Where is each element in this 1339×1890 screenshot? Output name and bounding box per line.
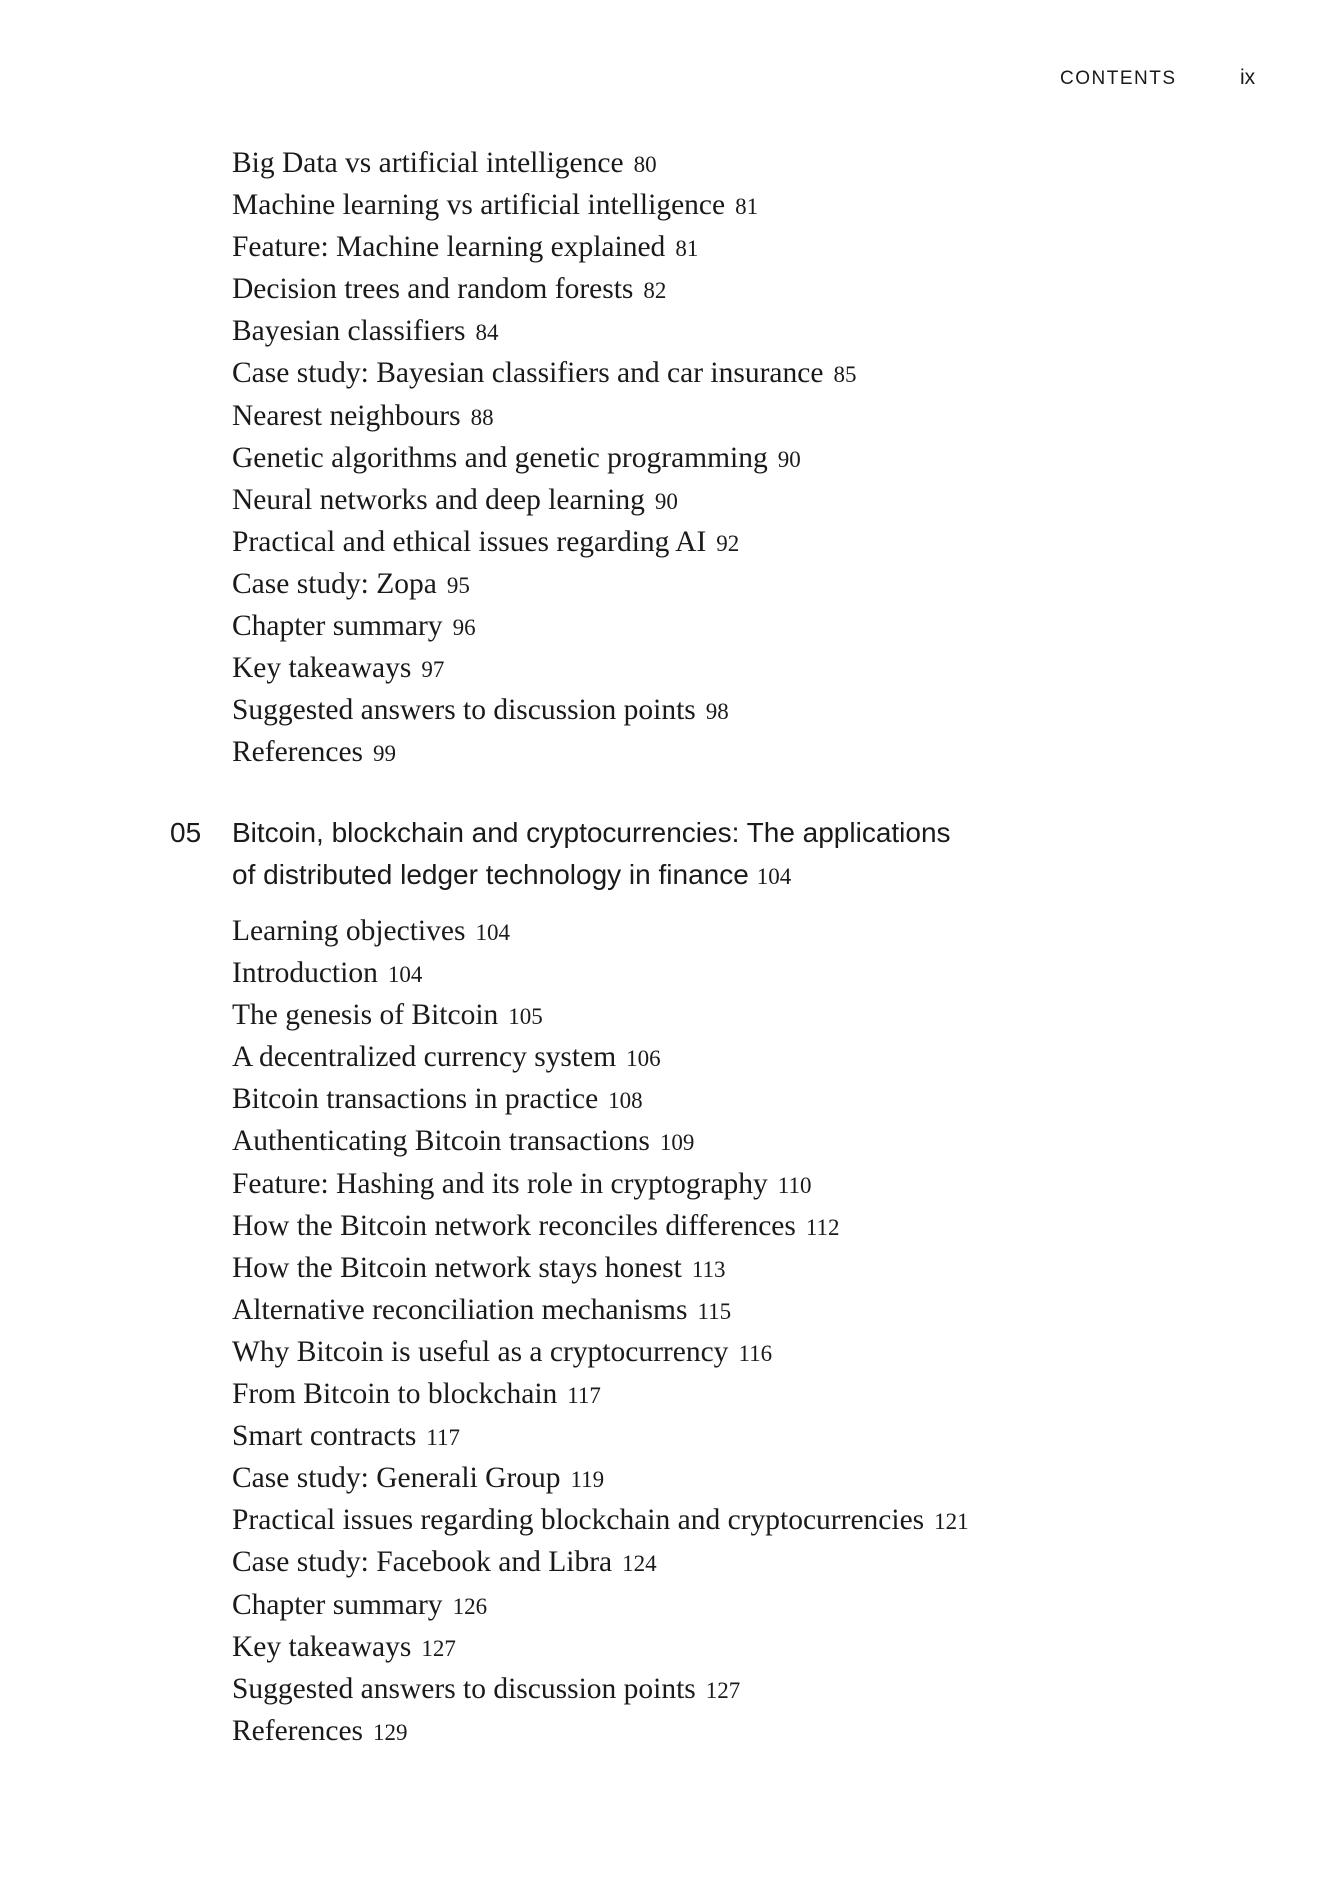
- toc-entry-title: Case study: Facebook and Libra: [232, 1546, 613, 1579]
- toc-entry-page: 82: [643, 278, 667, 304]
- toc-entry[interactable]: [232, 1036, 969, 1078]
- toc-entry[interactable]: [232, 1626, 969, 1668]
- toc-entry-title: References: [232, 1714, 364, 1747]
- toc-entry[interactable]: [232, 1541, 969, 1583]
- toc-entry-title: Neural networks and deep learning: [232, 483, 645, 516]
- toc-entry-title: How the Bitcoin network stays honest: [232, 1251, 682, 1284]
- toc-entry-title: Learning objectives: [232, 915, 466, 947]
- toc-entry-title: Case study: Bayesian classifiers and car insurance: [232, 357, 824, 390]
- toc-entry-title: Feature: Hashing and its role in cryptography: [232, 1167, 768, 1200]
- toc-entry[interactable]: [232, 1331, 969, 1373]
- toc-entry[interactable]: [232, 1373, 969, 1415]
- toc-entry-page: 112: [805, 1214, 840, 1240]
- toc-entry-page: 85: [833, 362, 857, 388]
- toc-entry-title: Practical and ethical issues regarding AI: [232, 525, 707, 558]
- toc-entry-page: 116: [738, 1340, 773, 1366]
- toc-entry-title: Machine learning vs artificial intelligence: [232, 189, 726, 222]
- toc-entry-page: 98: [705, 699, 729, 725]
- toc-entry[interactable]: [232, 1584, 969, 1626]
- toc-entry-page: 104: [475, 920, 510, 945]
- toc-entry-page: 88: [470, 404, 494, 430]
- toc-entry-page: 80: [633, 152, 657, 177]
- toc-entry[interactable]: [232, 1120, 969, 1162]
- chapter-title-line-1: Bitcoin, blockchain and cryptocurrencies: The applications: [232, 817, 951, 848]
- toc-entry-title: Practical issues regarding blockchain and cryptocurrencies: [232, 1504, 925, 1537]
- toc-entry-page: 92: [716, 530, 740, 556]
- toc-entry[interactable]: [232, 689, 856, 731]
- toc-entry-page: 124: [622, 1551, 657, 1577]
- toc-entry-title: Case study: Generali Group: [232, 1462, 561, 1495]
- toc-entry[interactable]: [232, 1499, 969, 1541]
- toc-entry-title: Alternative reconciliation mechanisms: [232, 1293, 688, 1326]
- chapter-title-line-2: of distributed ledger technology in finance: [232, 859, 749, 890]
- toc-entry-page: 96: [452, 615, 476, 641]
- toc-entry[interactable]: [232, 563, 856, 605]
- toc-entry[interactable]: [232, 994, 969, 1036]
- toc-entry-title: Big Data vs artificial intelligence: [232, 147, 624, 179]
- toc-entry-title: Key takeaways: [232, 1630, 412, 1663]
- toc-entry[interactable]: [232, 647, 856, 689]
- toc-entry-page: 84: [475, 320, 499, 346]
- toc-entry-page: 121: [934, 1509, 969, 1535]
- toc-entry-page: 90: [777, 446, 801, 472]
- toc-entry-page: 81: [675, 236, 699, 262]
- toc-entry[interactable]: [232, 395, 856, 437]
- toc-entry-title: Genetic algorithms and genetic programming: [232, 441, 768, 474]
- toc-entry-page: 97: [421, 657, 445, 683]
- toc-entry[interactable]: [232, 1457, 969, 1499]
- toc-entry[interactable]: [232, 310, 856, 352]
- toc-entry-title: Feature: Machine learning explained: [232, 231, 666, 264]
- toc-entry-page: 108: [608, 1088, 643, 1114]
- toc-entry-page: 119: [570, 1467, 605, 1493]
- toc-entry-title: How the Bitcoin network reconciles differences: [232, 1209, 796, 1242]
- toc-entry-page: 117: [426, 1425, 460, 1451]
- toc-entry-title: Chapter summary: [232, 610, 443, 643]
- toc-entry[interactable]: [232, 1078, 969, 1120]
- toc-list-chapter-05: [232, 910, 969, 1752]
- toc-entry[interactable]: [232, 1247, 969, 1289]
- toc-entry[interactable]: [232, 1163, 969, 1205]
- toc-entry[interactable]: [232, 437, 856, 479]
- toc-entry-page: 99: [373, 741, 397, 767]
- toc-entry-title: From Bitcoin to blockchain: [232, 1378, 558, 1411]
- toc-entry-title: Authenticating Bitcoin transactions: [232, 1125, 650, 1158]
- toc-entry-page: 110: [777, 1172, 812, 1198]
- toc-entry-page: 129: [373, 1719, 408, 1745]
- toc-entry[interactable]: [232, 1415, 969, 1457]
- toc-entry[interactable]: [232, 731, 856, 773]
- toc-entry[interactable]: [232, 1710, 969, 1752]
- toc-list-chapter-04: [232, 142, 856, 773]
- toc-entry-title: Nearest neighbours: [232, 399, 461, 432]
- toc-entry-page: 127: [705, 1677, 741, 1703]
- toc-entry-page: 90: [654, 488, 678, 514]
- toc-entry[interactable]: [232, 352, 856, 394]
- chapter-title[interactable]: [232, 812, 1132, 898]
- toc-entry[interactable]: [232, 184, 856, 226]
- toc-entry[interactable]: [232, 952, 969, 994]
- toc-entry[interactable]: [232, 142, 856, 184]
- toc-entry-title: References: [232, 736, 364, 769]
- toc-entry-title: A decentralized currency system: [232, 1041, 617, 1074]
- toc-entry-title: The genesis of Bitcoin: [232, 999, 499, 1032]
- toc-entry-title: Why Bitcoin is useful as a cryptocurrency: [232, 1335, 729, 1368]
- page-number: ix: [1240, 66, 1256, 89]
- chapter-number: 05: [170, 817, 202, 848]
- toc-entry-page: 127: [421, 1635, 456, 1661]
- toc-entry[interactable]: [232, 1668, 969, 1710]
- toc-entry-page: 81: [735, 194, 759, 220]
- toc-entry-title: Suggested answers to discussion points: [232, 1672, 696, 1705]
- toc-entry-page: 104: [387, 962, 423, 988]
- toc-entry[interactable]: [232, 1289, 969, 1331]
- toc-entry-title: Suggested answers to discussion points: [232, 694, 696, 727]
- toc-entry[interactable]: [232, 479, 856, 521]
- toc-entry-page: 95: [446, 572, 470, 598]
- toc-entry-title: Bayesian classifiers: [232, 315, 466, 348]
- toc-entry[interactable]: [232, 268, 856, 310]
- toc-entry[interactable]: [232, 521, 856, 563]
- toc-entry-page: 117: [567, 1383, 601, 1409]
- toc-entry[interactable]: [232, 605, 856, 647]
- toc-entry[interactable]: [232, 1205, 969, 1247]
- toc-entry-page: 105: [508, 1004, 543, 1030]
- toc-entry-title: Case study: Zopa: [232, 567, 437, 600]
- chapter-page-number: 104: [756, 864, 792, 889]
- toc-entry-page: 113: [691, 1256, 726, 1282]
- toc-entry-title: Decision trees and random forests: [232, 273, 634, 306]
- toc-entry-title: Introduction: [232, 957, 378, 990]
- running-head: CONTENTS: [1060, 68, 1177, 89]
- toc-entry-page: 106: [626, 1046, 661, 1072]
- toc-entry-title: Key takeaways: [232, 652, 412, 685]
- toc-entry-title: Bitcoin transactions in practice: [232, 1083, 599, 1116]
- toc-entry-page: 115: [697, 1298, 732, 1324]
- toc-entry-title: Smart contracts: [232, 1420, 417, 1453]
- toc-entry-title: Chapter summary: [232, 1588, 443, 1621]
- toc-entry-page: 126: [452, 1593, 488, 1619]
- toc-entry-page: 109: [659, 1130, 695, 1156]
- toc-entry[interactable]: [232, 226, 856, 268]
- toc-entry[interactable]: [232, 910, 969, 952]
